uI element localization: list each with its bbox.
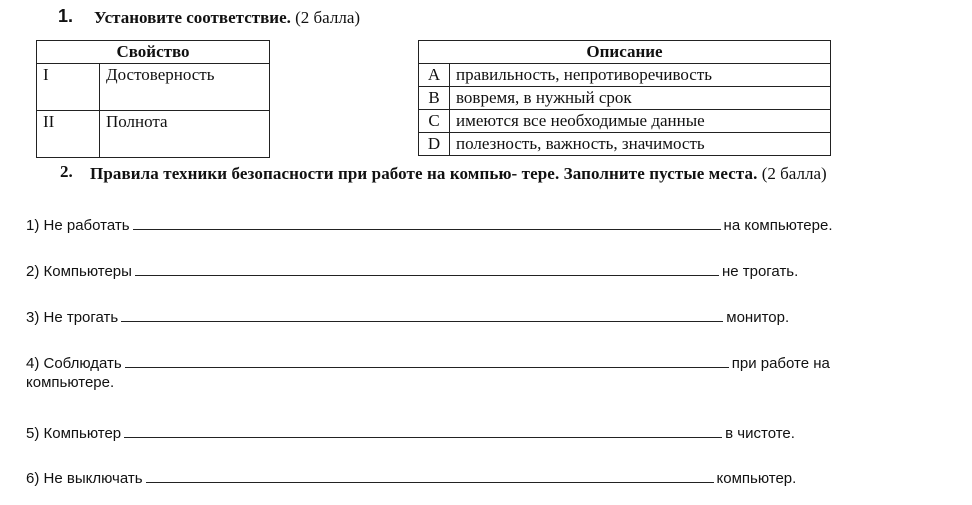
property-header: Свойство (37, 41, 270, 64)
rule-text-after: компьютер. (716, 470, 797, 487)
property-name: Полнота (100, 111, 270, 158)
description-text: полезность, важность, значимость (450, 133, 831, 156)
property-name: Достоверность (100, 64, 270, 111)
blank-field[interactable] (135, 259, 719, 276)
rule-text-after: на компьютере. (723, 217, 833, 234)
description-text: имеются все необходимые данные (450, 110, 831, 133)
table-row (37, 64, 270, 111)
description-letter: A (419, 64, 450, 87)
task1-title (94, 8, 360, 28)
rule-line-2 (26, 259, 798, 280)
description-letter: C (419, 110, 450, 133)
blank-field[interactable] (133, 213, 721, 230)
table-row (37, 111, 270, 158)
description-table (418, 40, 831, 156)
description-text: правильность, непротиворечивость (450, 64, 831, 87)
description-letter: D (419, 133, 450, 156)
table-row (419, 133, 831, 156)
property-number: II (37, 111, 100, 158)
description-header: Описание (419, 41, 831, 64)
rule-line-4 (26, 351, 830, 372)
rule-line-1 (26, 213, 832, 234)
blank-field[interactable] (121, 305, 723, 322)
blank-field[interactable] (125, 351, 729, 368)
blank-field[interactable] (124, 421, 722, 438)
rule-text-after: в чистоте. (725, 425, 795, 442)
property-table (36, 40, 270, 158)
table-row (419, 110, 831, 133)
rule-text-before: 4) Соблюдать (26, 355, 122, 372)
property-number: I (37, 64, 100, 111)
rule-line-5 (26, 421, 795, 442)
rule-line-4-continuation: компьютере. (26, 374, 115, 391)
rule-text-after: монитор. (726, 309, 790, 326)
task2-number: 2. (60, 162, 73, 181)
description-letter: B (419, 87, 450, 110)
task1-number: 1. (58, 6, 74, 26)
description-text: вовремя, в нужный срок (450, 87, 831, 110)
rule-text-after: при работе на (731, 355, 830, 372)
rule-text-before: 1) Не работать (26, 217, 130, 234)
task2-title (90, 162, 940, 186)
rule-text-after: не трогать. (721, 263, 799, 280)
rule-text-before: 2) Компьютеры (26, 263, 132, 280)
task2-points: (2 балла) (761, 164, 827, 183)
rule-text-before: 5) Компьютер (26, 425, 122, 442)
rule-line-6 (26, 466, 796, 487)
table-row (419, 64, 831, 87)
rule-text-before: 3) Не трогать (26, 309, 119, 326)
table-row (419, 87, 831, 110)
rule-text-before: 6) Не выключать (26, 470, 143, 487)
task1-title-bold: Установите соответствие. (94, 8, 291, 27)
rule-line-3 (26, 305, 789, 326)
task2-title-bold: Правила техники безопасности при работе на компью- тере. Заполните пустые места. (90, 164, 758, 183)
task1-points: (2 балла) (295, 8, 361, 27)
blank-field[interactable] (146, 466, 714, 483)
